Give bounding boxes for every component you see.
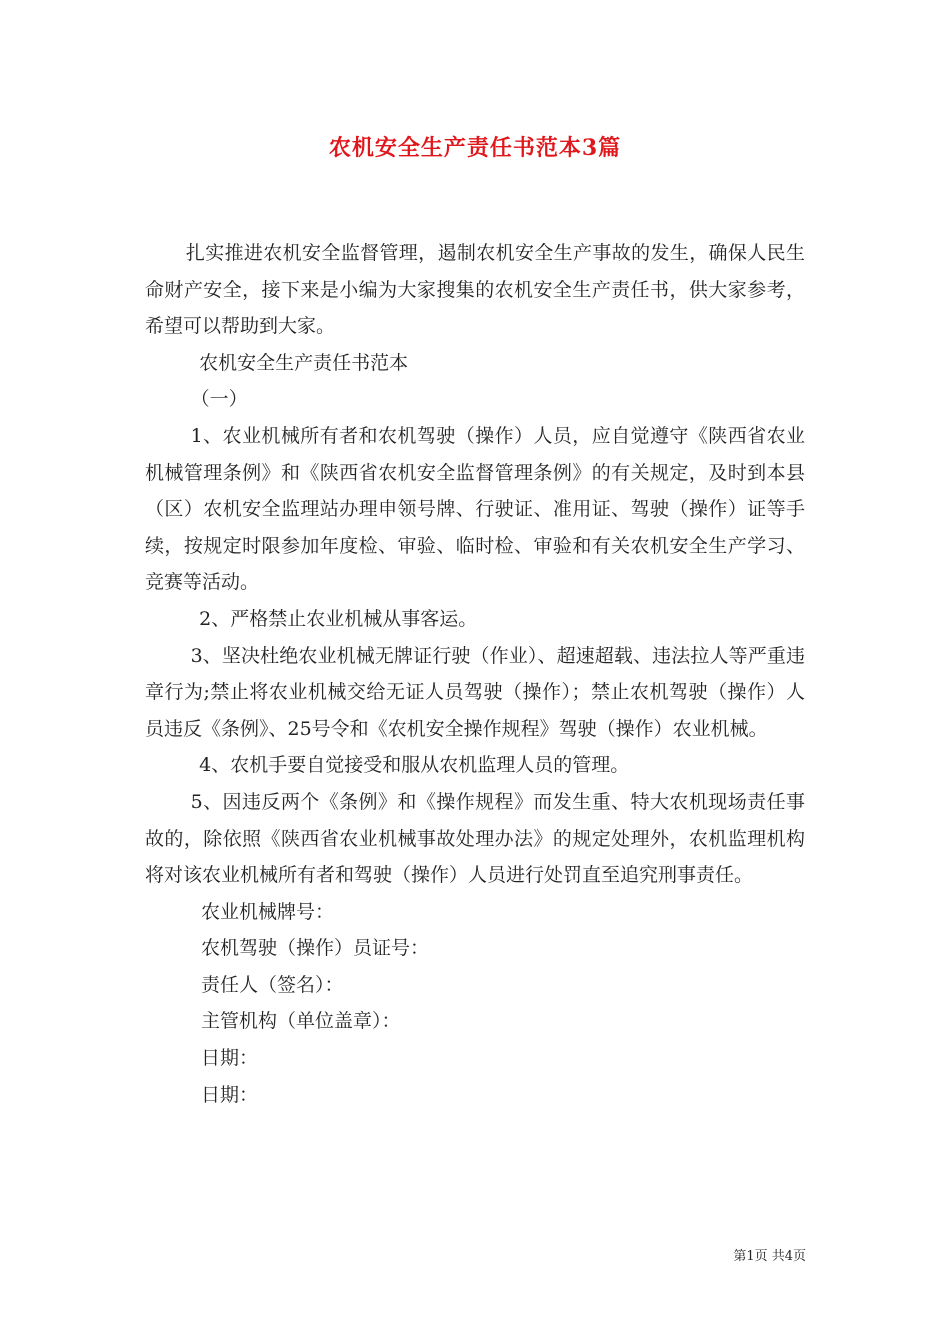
section-number: （一）	[190, 388, 248, 411]
clause-paragraph: 4、农机手要自觉接受和服从农机监理人员的管理。	[199, 754, 630, 777]
field-plate-number: 农业机械牌号：	[201, 900, 335, 923]
page-footer: 第1页 共4页	[733, 1249, 806, 1264]
document-title: 农机安全生产责任书范本3篇	[328, 135, 622, 161]
clause-paragraph: 2、严格禁止农业机械从事客运。	[199, 607, 478, 630]
field-date: 日期：	[201, 1083, 259, 1106]
intro-paragraph: 扎实推进农机安全监督管理，遏制农机安全生产事故的发生，确保人民生命财产安全，接下来是小编为大家搜集的农机安全生产责任书，供大家参考，希望可以帮助到大家。	[145, 242, 805, 338]
clause-paragraph: 5、因违反两个《条例》和《操作规程》而发生重、特大农机现场责任事故的，除依照《陕西省农业机械事故处理办法》的规定处理外，农机监理机构将对该农业机械所有者和驾驶（操作）人员进行处罚直至追究刑事责任。	[145, 790, 805, 887]
clause-paragraph: 3、坚决杜绝农业机械无牌证行驶（作业）、超速超载、违法拉人等严重违章行为;禁止将农业机械交给无证人员驾驶（操作）；禁止农机驾驶（操作）人员违反《条例》、25号令和《农机安全操作规程》驾驶（操作）农业机械。	[145, 644, 805, 740]
field-authority-seal: 主管机构（单位盖章）：	[201, 1010, 401, 1033]
clause-paragraph: 1、农业机械所有者和农机驾驶（操作）人员，应自觉遵守《陕西省农业机械管理条例》和《陕西省农机安全监督管理条例》的有关规定，及时到本县（区）农机安全监理站办理申领号牌、行驶证、准用证、驾驶（操作）证等手续，按规定时限参加年度检、审验、临时检、审验和有关农机安全生产学习、竞赛等活动。	[145, 424, 805, 594]
document-body	[145, 235, 805, 1113]
section-heading: 农机安全生产责任书范本	[199, 351, 409, 374]
field-operator-license: 农机驾驶（操作）员证号：	[201, 937, 430, 960]
field-date: 日期：	[201, 1047, 259, 1070]
field-responsible-signature: 责任人（签名）：	[201, 973, 344, 996]
